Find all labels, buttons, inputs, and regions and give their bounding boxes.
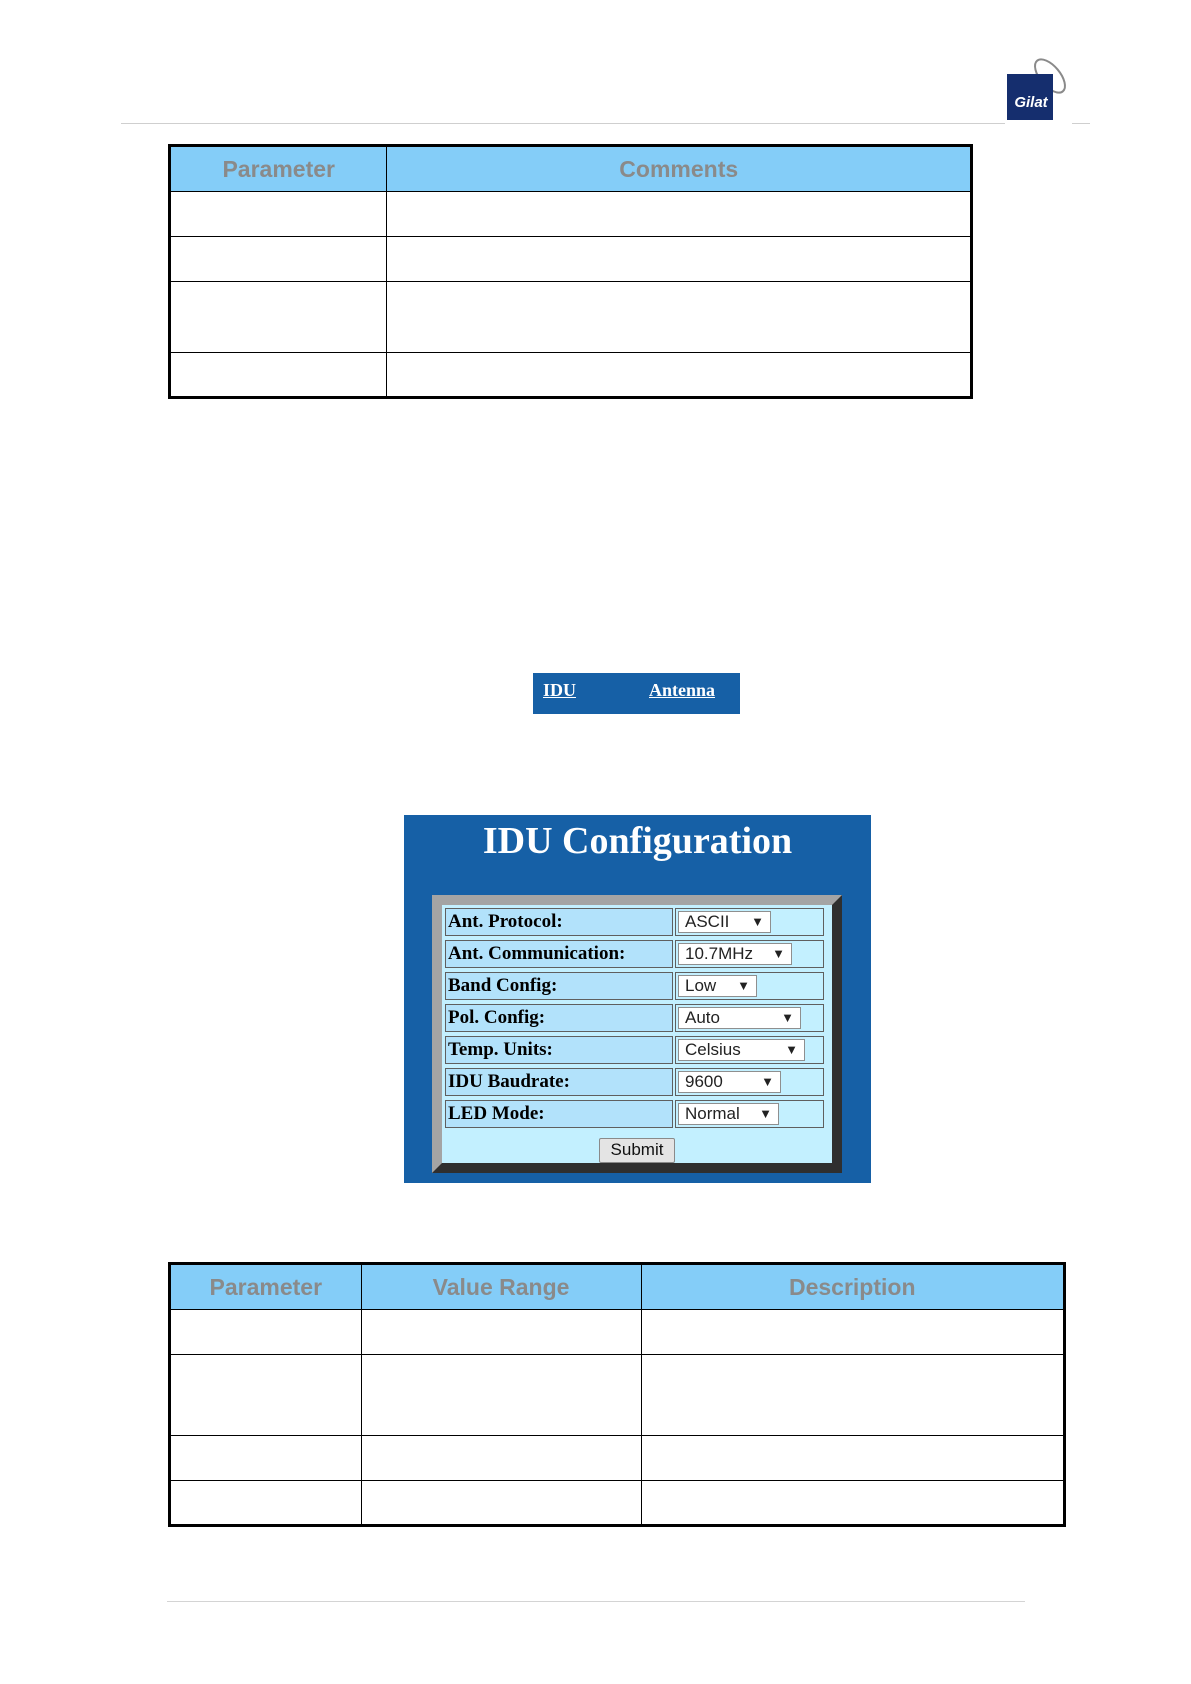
table-cell xyxy=(641,1355,1064,1436)
select-value: 10.7MHz xyxy=(685,944,754,963)
config-form xyxy=(432,895,842,1173)
table-cell xyxy=(170,1436,362,1481)
form-row-pol-config xyxy=(445,1004,829,1034)
field-label: Ant. Protocol: xyxy=(445,908,673,936)
table-cell xyxy=(170,1481,362,1526)
dropdown-arrow-icon: ▼ xyxy=(737,978,750,993)
field-label: Band Config: xyxy=(445,972,673,1000)
idu-configuration-panel xyxy=(404,815,871,1183)
logo-text: Gilat xyxy=(1014,94,1048,111)
field-label: Pol. Config: xyxy=(445,1004,673,1032)
field-label: Ant. Communication: xyxy=(445,940,673,968)
column-header: Parameter xyxy=(170,146,387,192)
footer-rule xyxy=(167,1601,1025,1602)
field-cell xyxy=(675,1036,824,1064)
band-config-select[interactable] xyxy=(678,975,757,997)
table-row xyxy=(170,1355,1065,1436)
select-value: 9600 xyxy=(685,1072,723,1091)
parameter-range-description-table xyxy=(168,1262,1066,1527)
field-label: Temp. Units: xyxy=(445,1036,673,1064)
column-header: Description xyxy=(641,1264,1064,1310)
field-cell xyxy=(675,1068,824,1096)
table-header-row xyxy=(170,1264,1065,1310)
led-mode-select[interactable] xyxy=(678,1103,779,1125)
ant-communication-select[interactable] xyxy=(678,943,792,965)
panel-title: IDU Configuration xyxy=(482,820,793,862)
table-header-row xyxy=(170,146,972,192)
table-row xyxy=(170,1436,1065,1481)
table-cell xyxy=(361,1310,641,1355)
select-value: Celsius xyxy=(685,1040,741,1059)
dropdown-arrow-icon: ▼ xyxy=(761,1074,774,1089)
field-cell xyxy=(675,972,824,1000)
nav-link-idu[interactable]: IDU xyxy=(543,680,577,700)
field-cell xyxy=(675,908,824,936)
table-cell xyxy=(170,1310,362,1355)
table-cell xyxy=(387,237,972,282)
form-row-temp-units xyxy=(445,1036,829,1066)
table-cell xyxy=(641,1436,1064,1481)
form-row-led-mode xyxy=(445,1100,829,1130)
header-rule xyxy=(121,123,1005,124)
form-row-ant-protocol xyxy=(445,908,829,938)
table-cell xyxy=(387,353,972,398)
dropdown-arrow-icon: ▼ xyxy=(772,946,785,961)
select-value: ASCII xyxy=(685,912,730,931)
table-row xyxy=(170,1310,1065,1355)
field-cell xyxy=(675,940,824,968)
table-cell xyxy=(361,1436,641,1481)
column-header: Comments xyxy=(387,146,972,192)
ant-protocol-select[interactable] xyxy=(678,911,771,933)
select-value: Normal xyxy=(685,1104,740,1123)
table-row xyxy=(170,1481,1065,1526)
table-cell xyxy=(641,1481,1064,1526)
table-cell xyxy=(170,282,387,353)
column-header: Parameter xyxy=(170,1264,362,1310)
temp-units-select[interactable] xyxy=(678,1039,805,1061)
gilat-logo xyxy=(1004,54,1076,124)
field-cell xyxy=(675,1100,824,1128)
select-value: Auto xyxy=(685,1008,720,1027)
select-value: Low xyxy=(685,976,717,995)
dropdown-arrow-icon: ▼ xyxy=(751,914,764,929)
table-row xyxy=(170,192,972,237)
dropdown-arrow-icon: ▼ xyxy=(785,1042,798,1057)
table-cell xyxy=(361,1355,641,1436)
form-row-idu-baudrate xyxy=(445,1068,829,1098)
table-row xyxy=(170,282,972,353)
field-label: LED Mode: xyxy=(445,1100,673,1128)
table-cell xyxy=(387,192,972,237)
table-row xyxy=(170,237,972,282)
table-cell xyxy=(170,1355,362,1436)
idu-antenna-navbar xyxy=(533,673,740,714)
dropdown-arrow-icon: ▼ xyxy=(781,1010,794,1025)
nav-link-antenna[interactable]: Antenna xyxy=(649,680,716,700)
table-cell xyxy=(170,192,387,237)
submit-button[interactable]: Submit xyxy=(599,1138,675,1163)
table-cell xyxy=(387,282,972,353)
idu-baudrate-select[interactable] xyxy=(678,1071,781,1093)
form-row-ant-communication xyxy=(445,940,829,970)
dropdown-arrow-icon: ▼ xyxy=(759,1106,772,1121)
form-row-band-config xyxy=(445,972,829,1002)
table-cell xyxy=(170,353,387,398)
field-label: IDU Baudrate: xyxy=(445,1068,673,1096)
field-cell xyxy=(675,1004,824,1032)
table-row xyxy=(170,353,972,398)
column-header: Value Range xyxy=(361,1264,641,1310)
table-cell xyxy=(361,1481,641,1526)
parameter-comments-table xyxy=(168,144,973,399)
table-cell xyxy=(641,1310,1064,1355)
pol-config-select[interactable] xyxy=(678,1007,801,1029)
table-cell xyxy=(170,237,387,282)
